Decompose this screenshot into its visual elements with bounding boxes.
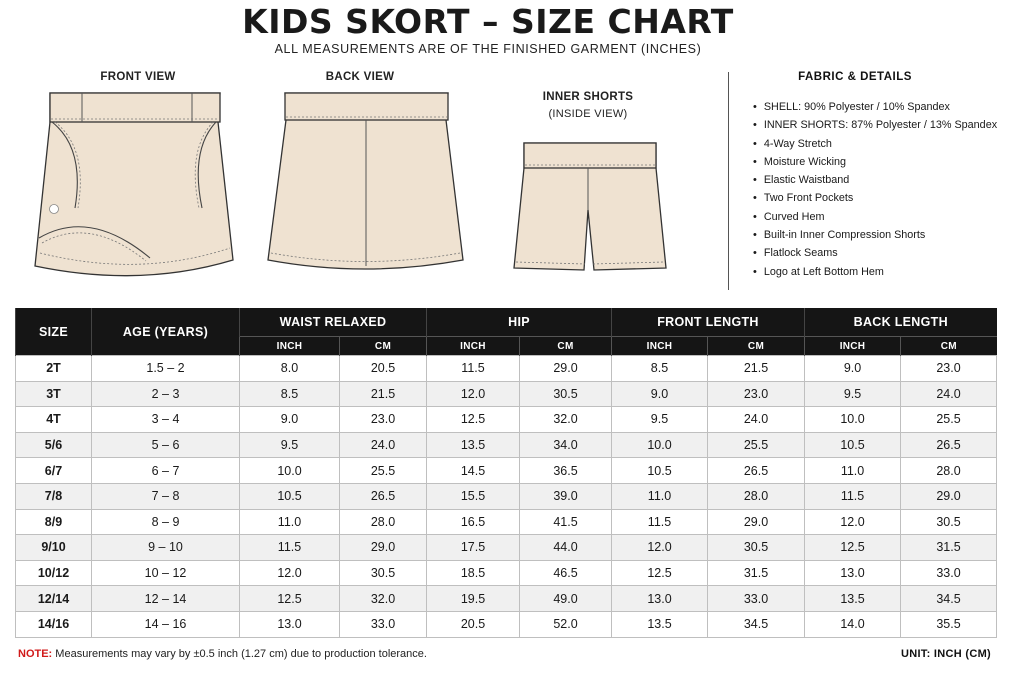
measurement-cell: 52.0 <box>520 611 612 637</box>
measurement-cell: 8.5 <box>612 356 708 382</box>
measurement-cell: 12.0 <box>427 381 520 407</box>
page-title: KIDS SKORT – SIZE CHART <box>242 2 734 41</box>
back-waistband <box>285 93 448 120</box>
size-cell: 14/16 <box>16 611 92 637</box>
detail-item: • Flatlock Seams <box>753 244 997 262</box>
measurement-cell: 10.0 <box>240 458 340 484</box>
measurement-cell: 12.5 <box>240 586 340 612</box>
measurement-cell: 13.5 <box>805 586 901 612</box>
measurement-cell: 33.0 <box>901 560 997 586</box>
unit-label: UNIT: INCH (CM) <box>900 648 991 660</box>
table-row <box>16 483 997 509</box>
measurement-cell: 12.0 <box>240 560 340 586</box>
table-body <box>16 356 997 638</box>
table-row <box>16 586 997 612</box>
table-row <box>16 381 997 407</box>
table-row <box>16 611 997 637</box>
measurement-cell: 10.5 <box>612 458 708 484</box>
measurement-cell: 26.5 <box>901 432 997 458</box>
measurement-cell: 9.5 <box>612 407 708 433</box>
measurement-cell: 11.0 <box>240 509 340 535</box>
page-subtitle: ALL MEASUREMENTS ARE OF THE FINISHED GARMENT (INCHES) <box>274 42 702 56</box>
detail-item: • INNER SHORTS: 87% Polyester / 13% Spandex <box>753 116 997 134</box>
measurement-cell: 31.5 <box>901 535 997 561</box>
age-cell: 5 – 6 <box>92 432 240 458</box>
measurement-cell: 12.5 <box>427 407 520 433</box>
measurement-cell: 12.0 <box>805 509 901 535</box>
measurement-cell: 34.5 <box>708 611 805 637</box>
measurement-cell: 18.5 <box>427 560 520 586</box>
measurement-cell: 8.5 <box>240 381 340 407</box>
inner-shorts-waistband <box>524 143 656 168</box>
measurement-cell: 35.5 <box>901 611 997 637</box>
measurement-cell: 11.0 <box>805 458 901 484</box>
note-text: Measurements may vary by ±0.5 inch (1.27 cm) due to production tolerance. <box>55 648 427 660</box>
details-title: FABRIC & DETAILS <box>798 71 912 83</box>
measurement-cell: 41.5 <box>520 509 612 535</box>
measurement-cell: 25.5 <box>708 432 805 458</box>
table-row <box>16 432 997 458</box>
measurement-cell: 25.5 <box>901 407 997 433</box>
tolerance-note <box>18 648 427 660</box>
measurement-cell: 33.0 <box>340 611 427 637</box>
measurement-cell: 15.5 <box>427 483 520 509</box>
measurement-cell: 21.5 <box>340 381 427 407</box>
detail-item: • 4-Way Stretch <box>753 135 997 153</box>
subheader-inch: INCH <box>427 337 520 356</box>
measurement-cell: 32.0 <box>340 586 427 612</box>
measurement-cell: 10.5 <box>240 483 340 509</box>
measurement-cell: 34.5 <box>901 586 997 612</box>
subheader-cm: CM <box>708 337 805 356</box>
size-cell: 5/6 <box>16 432 92 458</box>
back-view-label: BACK VIEW <box>325 71 395 83</box>
size-cell: 8/9 <box>16 509 92 535</box>
measurement-cell: 33.0 <box>708 586 805 612</box>
measurement-cell: 29.0 <box>708 509 805 535</box>
measurement-cell: 13.0 <box>612 586 708 612</box>
detail-item: • SHELL: 90% Polyester / 10% Spandex <box>753 98 997 116</box>
measurement-cell: 28.0 <box>708 483 805 509</box>
measurement-cell: 13.0 <box>805 560 901 586</box>
details-list <box>753 98 997 281</box>
measurement-cell: 25.5 <box>340 458 427 484</box>
measurement-cell: 17.5 <box>427 535 520 561</box>
measurement-cell: 14.0 <box>805 611 901 637</box>
subheader-cm: CM <box>901 337 997 356</box>
age-cell: 1.5 – 2 <box>92 356 240 382</box>
front-waistband <box>50 93 220 122</box>
measurement-cell: 29.0 <box>520 356 612 382</box>
measurement-cell: 9.5 <box>240 432 340 458</box>
front-view-label: FRONT VIEW <box>100 71 176 83</box>
measurement-cell: 23.0 <box>708 381 805 407</box>
table-row <box>16 458 997 484</box>
measurement-cell: 21.5 <box>708 356 805 382</box>
measurement-cell: 30.5 <box>901 509 997 535</box>
measurement-cell: 11.5 <box>427 356 520 382</box>
size-cell: 4T <box>16 407 92 433</box>
measurement-cell: 30.5 <box>340 560 427 586</box>
inner-shorts-label: INNER SHORTS <box>542 91 634 103</box>
size-cell: 12/14 <box>16 586 92 612</box>
measurement-cell: 10.5 <box>805 432 901 458</box>
measurement-cell: 11.5 <box>612 509 708 535</box>
age-cell: 14 – 16 <box>92 611 240 637</box>
detail-item: • Logo at Left Bottom Hem <box>753 263 997 281</box>
detail-item: • Two Front Pockets <box>753 189 997 207</box>
measurement-cell: 20.5 <box>427 611 520 637</box>
section-divider <box>728 72 729 290</box>
measurement-cell: 26.5 <box>340 483 427 509</box>
measurement-cell: 12.5 <box>805 535 901 561</box>
header-age: AGE (YEARS) <box>92 308 240 356</box>
logo-icon <box>50 205 59 214</box>
size-cell: 3T <box>16 381 92 407</box>
measurement-cell: 39.0 <box>520 483 612 509</box>
measurement-cell: 31.5 <box>708 560 805 586</box>
measurement-cell: 10.0 <box>805 407 901 433</box>
age-cell: 2 – 3 <box>92 381 240 407</box>
size-cell: 9/10 <box>16 535 92 561</box>
measurement-cell: 32.0 <box>520 407 612 433</box>
table-row <box>16 407 997 433</box>
detail-item: • Built-in Inner Compression Shorts <box>753 226 997 244</box>
inner-shorts-sublabel: (INSIDE VIEW) <box>548 108 628 120</box>
measurement-cell: 8.0 <box>240 356 340 382</box>
measurement-cell: 24.0 <box>708 407 805 433</box>
subheader-inch: INCH <box>612 337 708 356</box>
measurement-cell: 20.5 <box>340 356 427 382</box>
subheader-cm: CM <box>520 337 612 356</box>
measurement-cell: 29.0 <box>901 483 997 509</box>
age-cell: 10 – 12 <box>92 560 240 586</box>
header-back-length: BACK LENGTH <box>805 308 997 337</box>
subheader-inch: INCH <box>240 337 340 356</box>
detail-item: • Curved Hem <box>753 208 997 226</box>
table-row <box>16 535 997 561</box>
size-cell: 6/7 <box>16 458 92 484</box>
measurement-cell: 11.5 <box>240 535 340 561</box>
age-cell: 3 – 4 <box>92 407 240 433</box>
measurement-cell: 9.0 <box>805 356 901 382</box>
measurement-cell: 11.0 <box>612 483 708 509</box>
age-cell: 12 – 14 <box>92 586 240 612</box>
measurement-cell: 12.0 <box>612 535 708 561</box>
measurement-cell: 13.0 <box>240 611 340 637</box>
measurement-cell: 28.0 <box>340 509 427 535</box>
table-row <box>16 509 997 535</box>
front-view-illustration <box>30 88 250 288</box>
note-label: NOTE: <box>18 648 53 660</box>
measurement-cell: 30.5 <box>708 535 805 561</box>
measurement-cell: 36.5 <box>520 458 612 484</box>
age-cell: 7 – 8 <box>92 483 240 509</box>
age-cell: 8 – 9 <box>92 509 240 535</box>
measurement-cell: 26.5 <box>708 458 805 484</box>
measurement-cell: 9.0 <box>612 381 708 407</box>
measurement-cell: 24.0 <box>901 381 997 407</box>
measurement-cell: 34.0 <box>520 432 612 458</box>
measurement-cell: 24.0 <box>340 432 427 458</box>
measurement-cell: 13.5 <box>427 432 520 458</box>
measurement-cell: 10.0 <box>612 432 708 458</box>
subheader-cm: CM <box>340 337 427 356</box>
measurement-cell: 23.0 <box>901 356 997 382</box>
measurement-cell: 11.5 <box>805 483 901 509</box>
inner-shorts-illustration <box>510 138 670 278</box>
measurement-cell: 44.0 <box>520 535 612 561</box>
detail-item: • Elastic Waistband <box>753 171 997 189</box>
size-table <box>15 308 997 638</box>
table-row <box>16 356 997 382</box>
measurement-cell: 14.5 <box>427 458 520 484</box>
age-cell: 6 – 7 <box>92 458 240 484</box>
measurement-cell: 19.5 <box>427 586 520 612</box>
measurement-cell: 46.5 <box>520 560 612 586</box>
header-hip: HIP <box>427 308 612 337</box>
measurement-cell: 13.5 <box>612 611 708 637</box>
measurement-cell: 30.5 <box>520 381 612 407</box>
header-front-length: FRONT LENGTH <box>612 308 805 337</box>
age-cell: 9 – 10 <box>92 535 240 561</box>
size-cell: 10/12 <box>16 560 92 586</box>
subheader-inch: INCH <box>805 337 901 356</box>
measurement-cell: 12.5 <box>612 560 708 586</box>
table-row <box>16 560 997 586</box>
detail-item: • Moisture Wicking <box>753 153 997 171</box>
measurement-cell: 9.5 <box>805 381 901 407</box>
measurement-cell: 28.0 <box>901 458 997 484</box>
measurement-cell: 9.0 <box>240 407 340 433</box>
size-cell: 7/8 <box>16 483 92 509</box>
measurement-cell: 16.5 <box>427 509 520 535</box>
measurement-cell: 49.0 <box>520 586 612 612</box>
back-view-illustration <box>262 88 472 283</box>
measurement-cell: 23.0 <box>340 407 427 433</box>
header-waist: WAIST RELAXED <box>240 308 427 337</box>
measurement-cell: 29.0 <box>340 535 427 561</box>
header-size: SIZE <box>16 308 92 356</box>
size-cell: 2T <box>16 356 92 382</box>
